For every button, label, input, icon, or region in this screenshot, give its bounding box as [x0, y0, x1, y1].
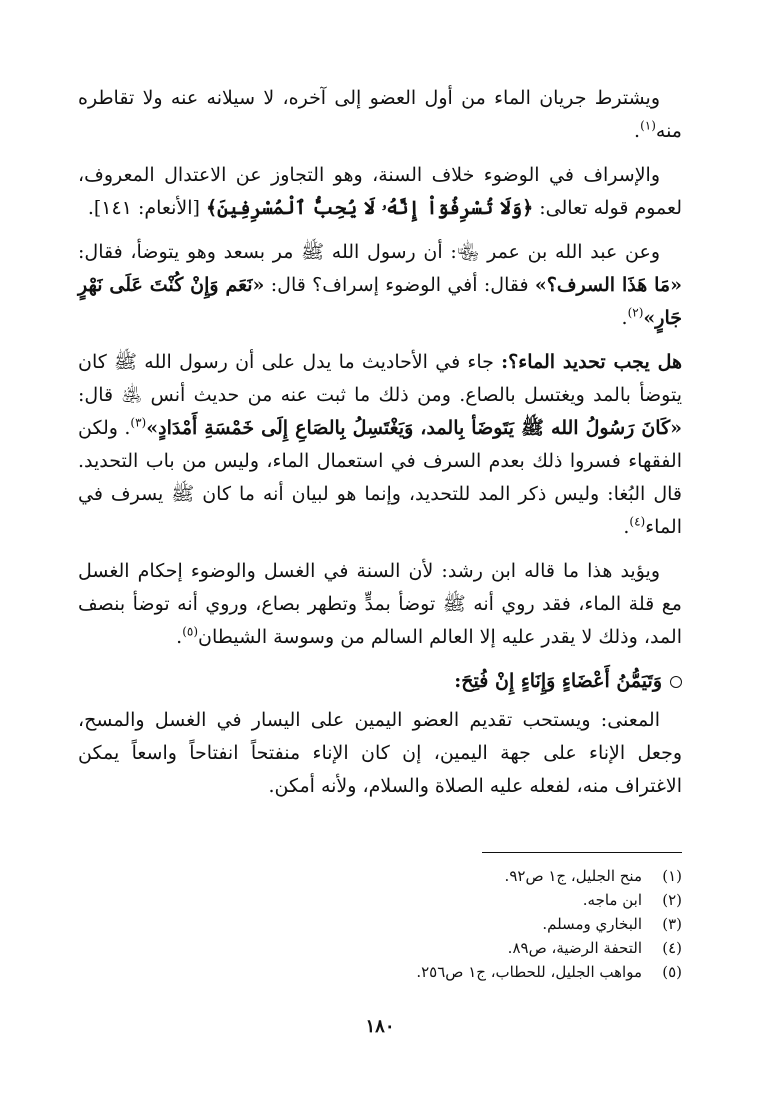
footnote-text: التحفة الرضية، ص٨٩. — [507, 939, 642, 957]
paragraph-text: . ولكن الفقهاء فسروا ذلك بعدم السرف في استعمال الماء، وليس من باب التحديد. قال البُغا: وليس ذكر المد للتحديد، وإنما هو لبيان أنه ما كان ﷺ يسرف في الماء — [78, 417, 682, 538]
footnote-text: مواهب الجليل، للحطاب، ج١ ص٢٥٦. — [416, 963, 642, 981]
inline-heading: هل يجب تحديد الماء؟: — [501, 351, 682, 373]
paragraph-end: . — [176, 626, 183, 648]
page-number: ١٨٠ — [365, 1016, 395, 1037]
footnote-ref-5[interactable]: (٥) — [182, 624, 199, 639]
hadith-quote-anas: «كَانَ رَسُولُ الله ﷺ يَتَوضَأ بِالمد، وَيَغْتَسِلُ بِالصَاعِ إِلَى خَمْسَةِ أَمْدَادٍ» — [146, 417, 682, 439]
footnote-item — [78, 888, 682, 912]
footnote-ref-4[interactable]: (٤) — [629, 514, 646, 529]
footnote-number: (٣) — [662, 915, 682, 933]
quran-quote: ﴿وَلَا تُسْرِفُوٓاْ إِنَّهُۥ لَا يُحِبُّ ٱلْمُسْرِفِينَ﴾ — [205, 197, 534, 219]
footnote-number: (٤) — [662, 939, 682, 957]
page-body — [78, 82, 682, 814]
paragraph-text: ويشترط جريان الماء من أول العضو إلى آخره، لا سيلانه عنه ولا تقاطره منه — [78, 87, 682, 142]
quran-citation: [الأنعام: ١٤١]. — [87, 197, 206, 219]
paragraph-text: المعنى: ويستحب تقديم العضو اليمين على اليسار في الغسل والمسح، وجعل الإناء على جهة اليمين، إن كان الإناء منفتحاً انفتاحاً واسعاً يمكن الاغتراف منه، لفعله عليه الصلاة والسلام، ولأنه أمكن. — [78, 709, 682, 797]
paragraph-end: . — [621, 307, 628, 329]
footnote-number: (٥) — [662, 963, 682, 981]
section-heading — [78, 665, 682, 698]
footnote-item — [78, 912, 682, 936]
footnotes-list — [78, 864, 682, 984]
footnote-divider — [482, 852, 682, 853]
footnote-number: (١) — [662, 867, 682, 885]
paragraph-text: وعن عبد الله بن عمر ﵄: أن رسول الله ﷺ مر بسعد وهو يتوضأ، فقال: — [78, 241, 660, 263]
paragraph-text: فقال: أفي الوضوء إسراف؟ قال: — [264, 274, 535, 296]
paragraph-text: ويؤيد هذا ما قاله ابن رشد: لأن السنة في الغسل والوضوء إحكام الغسل مع قلة الماء، فقد روي أنه ﷺ توضأ بمدٍّ وتطهر بصاع، وروي أنه توضأ بنصف المد، وذلك لا يقدر عليه إلا العالم السالم من وسوسة الشيطان — [78, 560, 682, 648]
paragraph-end: . — [634, 120, 641, 142]
paragraph-ibn-rushd — [78, 555, 682, 654]
paragraph-ibn-umar — [78, 236, 682, 335]
paragraph-meaning — [78, 704, 682, 803]
paragraph-israf — [78, 159, 682, 225]
footnote-number: (٢) — [662, 891, 682, 909]
hadith-quote-2: «نَعَم وَإِنْ كُنْتَ عَلَى نَهْرٍ جَارٍ» — [78, 274, 682, 329]
paragraph-text: والإسراف في الوضوء خلاف السنة، وهو التجاوز عن الاعتدال المعروف، لعموم قوله تعالى: — [78, 164, 682, 219]
footnote-ref-2[interactable]: (٢) — [627, 305, 644, 320]
paragraph-tahdid — [78, 346, 682, 544]
footnote-item — [78, 936, 682, 960]
hadith-quote-1: «مَا هَذَا السرف؟» — [534, 274, 682, 296]
section-heading-text: وَتَيَمُّنُ أَعْضَاءٍ وَإِنَاءٍ إِنْ فُتِحَ: — [454, 670, 662, 692]
circle-bullet-icon — [670, 676, 682, 688]
paragraph-end: . — [623, 516, 630, 538]
paragraph-water-flow — [78, 82, 682, 148]
paragraph-text: جاء في الأحاديث ما يدل على أن رسول الله ﷺ كان يتوضأ بالمد ويغتسل بالصاع. ومن ذلك ما ثبت عنه من حديث أنس ﵁ قال: — [78, 351, 682, 406]
footnote-item — [78, 864, 682, 888]
footnote-text: منح الجليل، ج١ ص٩٢. — [504, 867, 642, 885]
footnote-ref-1[interactable]: (١) — [640, 118, 656, 133]
footnote-item — [78, 960, 682, 984]
footnote-ref-3[interactable]: (٣) — [130, 415, 147, 430]
footnote-text: البخاري ومسلم. — [542, 915, 642, 933]
footnote-text: ابن ماجه. — [582, 891, 642, 909]
